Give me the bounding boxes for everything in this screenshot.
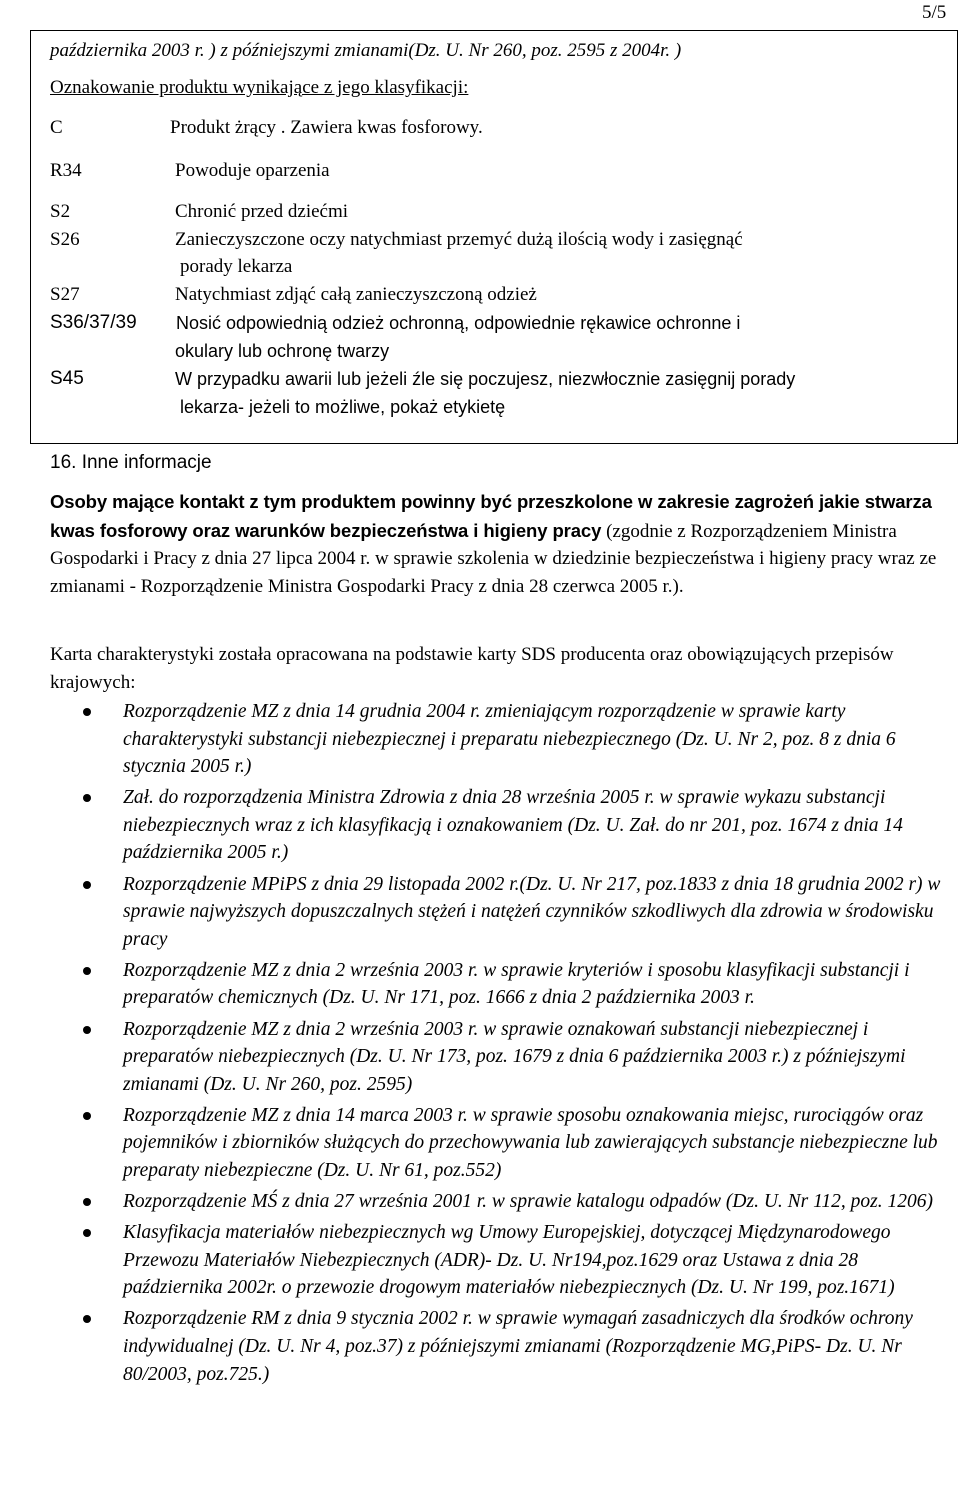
regulations-list (50, 698, 950, 1392)
section-title: 16. Inne informacje (50, 452, 212, 473)
bullet-icon (83, 1229, 91, 1237)
list-item: Rozporządzenie MZ z dnia 2 września 2003 r. w sprawie kryteriów i sposobu klasyfikacji substancji i preparatów chemicznych (Dz. U. Nr 171, poz. 1666 z dnia 2 października 2003 r. (50, 957, 950, 1012)
phrase-code: S27 (50, 284, 80, 305)
page-number: 5/5 (922, 2, 947, 23)
phrase-text: porady lekarza (180, 256, 293, 277)
continued-line: października 2003 r. ) z późniejszymi zmianami(Dz. U. Nr 260, poz. 2595 z 2004r. ) (50, 40, 682, 61)
list-item: Rozporządzenie RM z dnia 9 stycznia 2002 r. w sprawie wymagań zasadniczych dla środków ochrony indywidualnej (Dz. U. Nr 4, poz.37) z późniejszymi zmianami (Rozporządzenie MG,PiPS- Dz. U. Nr 80/2003, poz.725.) (50, 1305, 950, 1388)
phrase-text: okulary lub ochronę twarzy (175, 341, 390, 361)
phrase-text: Nosić odpowiednią odzież ochronną, odpowiednie rękawice ochronne i (176, 313, 741, 333)
hazard-symbol-text: Produkt żrący . Zawiera kwas fosforowy. (170, 117, 483, 138)
phrase-text: Chronić przed dziećmi (175, 201, 349, 222)
bullet-icon (83, 708, 91, 716)
bullet-icon (83, 967, 91, 975)
list-item: Rozporządzenie MZ z dnia 2 września 2003 r. w sprawie oznakowań substancji niebezpiecznej i preparatów niebezpiecznych (Dz. U. Nr 173, poz. 1679 z dnia 6 października 2003 r.) z późniejszymi zmianami (Dz. U. Nr 260, poz. 2595) (50, 1016, 950, 1099)
training-paragraph-bold: Osoby mające kontakt z tym produktem powinny być przeszkolone w zakresie zagrożeń jakie stwarza kwas fosforowy oraz warunków bezpieczeństwa i higieny pracy (50, 491, 932, 541)
list-item: Rozporządzenie MZ z dnia 14 marca 2003 r. w sprawie sposobu oznakowania miejsc, rurociągów oraz pojemników i zbiorników służących do przechowywania lub zawierających substancje niebezpieczne lub preparaty niebezpieczne (Dz. U. Nr 61, poz.552) (50, 1102, 950, 1185)
training-paragraph-rest: (zgodnie z Rozporządzeniem Ministra Gospodarki i Pracy z dnia 27 lipca 2004 r. w sprawie szkolenia w dziedzinie bezpieczeństwa i higieny pracy wraz ze zmianami - Rozporządzenie Ministra Gospodarki Pracy z dnia 28 czerwca 2005 r.). (50, 520, 937, 597)
hazard-symbol: C (50, 117, 63, 138)
phrase-code: S26 (50, 229, 80, 250)
phrase-code: S2 (50, 201, 71, 222)
list-item: Rozporządzenie MPiPS z dnia 29 listopada 2002 r.(Dz. U. Nr 217, poz.1833 z dnia 18 grudnia 2002 r) w sprawie najwyższych dopuszczalnych stężeń i natężeń czynników szkodliwych dla zdrowia w środowisku pracy (50, 871, 950, 954)
phrase-code: R34 (50, 160, 82, 181)
bullet-icon (83, 794, 91, 802)
bullet-icon (83, 1315, 91, 1323)
phrase-text: Natychmiast zdjąć całą zanieczyszczoną odzież (175, 284, 537, 305)
list-item: Rozporządzenie MŚ z dnia 27 września 2001 r. w sprawie katalogu odpadów (Dz. U. Nr 112, poz. 1206) (50, 1188, 950, 1216)
bullet-icon (83, 1026, 91, 1034)
bullet-icon (83, 1198, 91, 1206)
labeling-heading: Oznakowanie produktu wynikające z jego klasyfikacji: (50, 77, 469, 98)
bullet-icon (83, 881, 91, 889)
phrase-code: S36/37/39 (50, 312, 137, 333)
list-item: Klasyfikacja materiałów niebezpiecznych wg Umowy Europejskiej, dotyczącej Międzynarodowego Przewozu Materiałów Niebezpiecznych (ADR)- Dz. U. Nr194,poz.1629 oraz Ustawa z dnia 28 października 2002r. o przewozie drogowym materiałów niebezpiecznych (Dz. U. Nr 199, poz.1671) (50, 1219, 950, 1302)
phrase-text: Zanieczyszczone oczy natychmiast przemyć dużą ilością wody i zasięgnąć (175, 229, 743, 250)
sources-paragraph: Karta charakterystyki została opracowana na podstawie karty SDS producenta oraz obowiązujących przepisów krajowych: (50, 644, 894, 693)
bullet-icon (83, 1112, 91, 1120)
training-paragraph (50, 488, 950, 600)
phrase-text: Powoduje oparzenia (175, 160, 330, 181)
phrase-text: W przypadku awarii lub jeżeli źle się poczujesz, niezwłocznie zasięgnij porady (175, 369, 796, 389)
phrase-text: lekarza- jeżeli to możliwe, pokaż etykietę (180, 397, 506, 417)
list-item: Rozporządzenie MZ z dnia 14 grudnia 2004 r. zmieniającym rozporządzenie w sprawie karty charakterystyki substancji niebezpiecznej i preparatu niebezpiecznego (Dz. U. Nr 2, poz. 8 z dnia 6 stycznia 2005 r.) (50, 698, 950, 781)
list-item: Zał. do rozporządzenia Ministra Zdrowia z dnia 28 września 2005 r. w sprawie wykazu substancji niebezpiecznych wraz z ich klasyfikacją i oznakowaniem (Dz. U. Zał. do nr 201, poz. 1674 z dnia 14 października 2005 r.) (50, 784, 950, 867)
phrase-code: S45 (50, 368, 84, 389)
